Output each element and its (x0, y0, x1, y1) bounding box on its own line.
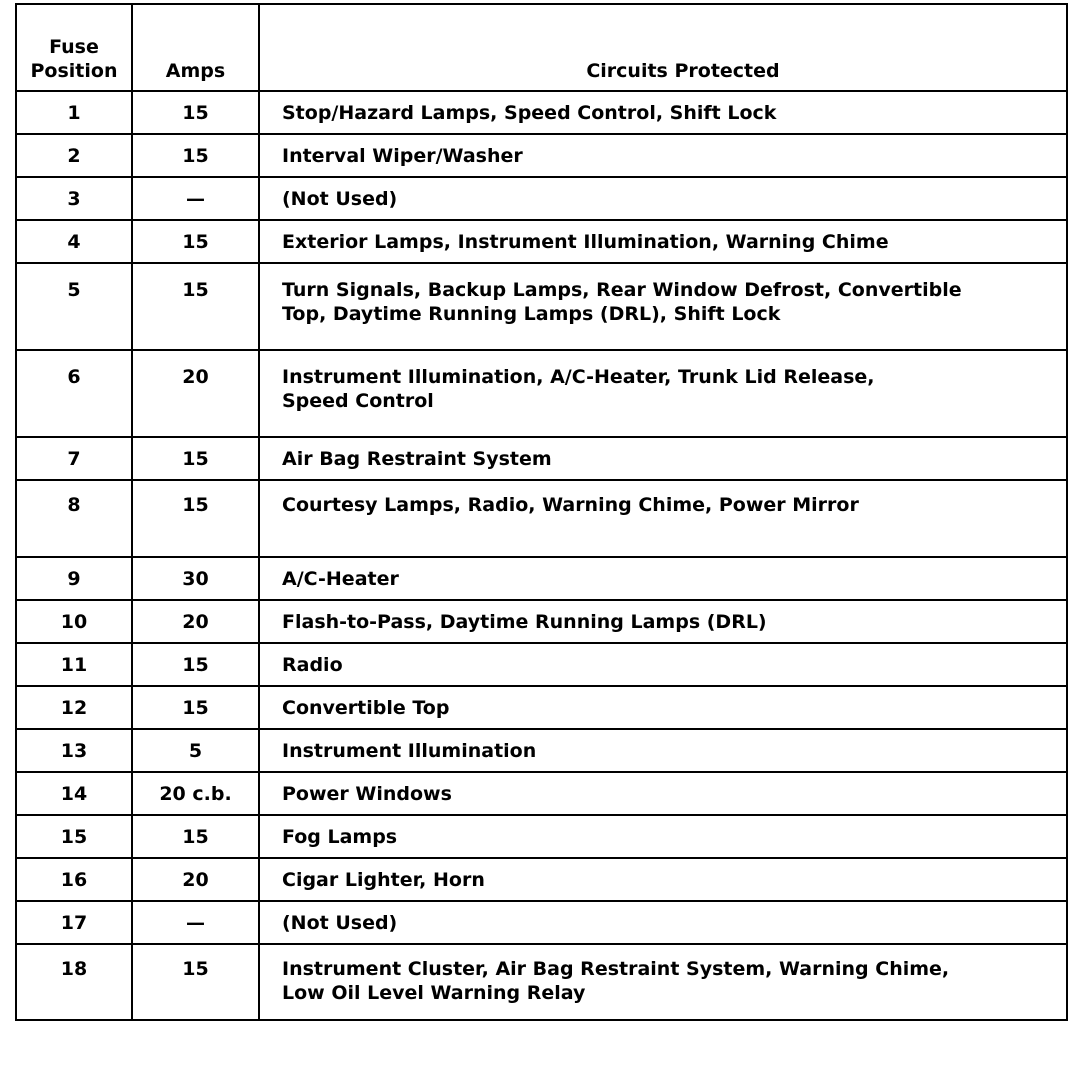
circuits-cell (259, 480, 1067, 557)
circuits-cell (259, 901, 1067, 944)
table-row (16, 643, 1067, 686)
circuits-cell (259, 643, 1067, 686)
fuse-position-cell: 8 (16, 480, 132, 557)
table-row (16, 901, 1067, 944)
circuits-line1: Stop/Hazard Lamps, Speed Control, Shift Lock (282, 101, 777, 124)
circuits-cell (259, 729, 1067, 772)
amps-cell: 20 (132, 600, 259, 643)
circuits-cell (259, 350, 1067, 437)
table-row (16, 350, 1067, 437)
amps-cell: — (132, 177, 259, 220)
circuits-line1: Air Bag Restraint System (282, 447, 552, 470)
fuse-position-cell: 11 (16, 643, 132, 686)
circuits-cell (259, 437, 1067, 480)
circuits-line1: Instrument Cluster, Air Bag Restraint System, Warning Chime, (282, 958, 950, 980)
fuse-position-cell: 5 (16, 263, 132, 350)
amps-cell: 15 (132, 944, 259, 1020)
table-row (16, 91, 1067, 134)
circuits-line1: Cigar Lighter, Horn (282, 868, 485, 891)
circuits-line1: Interval Wiper/Washer (282, 144, 523, 167)
circuits-line1: Courtesy Lamps, Radio, Warning Chime, Power Mirror (282, 494, 859, 516)
header-row (16, 4, 1067, 91)
circuits-line1: Turn Signals, Backup Lamps, Rear Window Defrost, Convertible (282, 279, 962, 301)
circuits-cell (259, 600, 1067, 643)
circuits-line2: Speed Control (282, 390, 434, 412)
table-row (16, 177, 1067, 220)
circuits-line1: Exterior Lamps, Instrument Illumination, Warning Chime (282, 230, 889, 253)
table-row (16, 220, 1067, 263)
table-body (16, 91, 1067, 1020)
circuits-cell (259, 686, 1067, 729)
amps-cell: 15 (132, 220, 259, 263)
circuits-line1: (Not Used) (282, 187, 398, 210)
amps-cell: 20 (132, 350, 259, 437)
table-row (16, 815, 1067, 858)
amps-cell: 15 (132, 263, 259, 350)
table-row (16, 263, 1067, 350)
circuits-line1: Radio (282, 653, 343, 676)
circuits-line2: Top, Daytime Running Lamps (DRL), Shift Lock (282, 303, 781, 325)
table-row (16, 134, 1067, 177)
table-row (16, 686, 1067, 729)
circuits-cell (259, 263, 1067, 350)
circuits-cell (259, 557, 1067, 600)
circuits-cell (259, 815, 1067, 858)
table-row (16, 944, 1067, 1020)
fuse-position-cell: 17 (16, 901, 132, 944)
fuse-position-cell: 7 (16, 437, 132, 480)
circuits-line1: (Not Used) (282, 911, 398, 934)
amps-cell: 15 (132, 480, 259, 557)
fuse-position-cell: 2 (16, 134, 132, 177)
fuse-position-cell: 3 (16, 177, 132, 220)
circuits-cell (259, 134, 1067, 177)
table-header (16, 4, 1067, 91)
circuits-line1: Instrument Illumination, A/C-Heater, Trunk Lid Release, (282, 366, 875, 388)
circuits-line1: Power Windows (282, 782, 452, 805)
fuse-table (15, 3, 1068, 1021)
amps-cell: — (132, 901, 259, 944)
fuse-position-cell: 10 (16, 600, 132, 643)
circuits-cell (259, 177, 1067, 220)
table-row (16, 480, 1067, 557)
fuse-position-cell: 12 (16, 686, 132, 729)
amps-cell: 15 (132, 134, 259, 177)
amps-cell: 15 (132, 91, 259, 134)
fuse-position-cell: 14 (16, 772, 132, 815)
circuits-line1: Convertible Top (282, 696, 450, 719)
header-fuse-position (16, 4, 132, 91)
table-row (16, 437, 1067, 480)
circuits-line1: Instrument Illumination (282, 739, 537, 762)
fuse-position-cell: 16 (16, 858, 132, 901)
amps-cell: 15 (132, 815, 259, 858)
amps-cell: 20 c.b. (132, 772, 259, 815)
amps-cell: 5 (132, 729, 259, 772)
circuits-line1: A/C-Heater (282, 567, 399, 590)
fuse-position-cell: 13 (16, 729, 132, 772)
fuse-position-cell: 6 (16, 350, 132, 437)
circuits-cell (259, 772, 1067, 815)
header-fuse-position-line2: Position (30, 60, 118, 82)
header-fuse-position-line1: Fuse (49, 36, 99, 58)
fuse-position-cell: 9 (16, 557, 132, 600)
fuse-position-cell: 4 (16, 220, 132, 263)
table-row (16, 600, 1067, 643)
table-row (16, 729, 1067, 772)
fuse-position-cell: 15 (16, 815, 132, 858)
table-row (16, 772, 1067, 815)
circuits-cell (259, 944, 1067, 1020)
circuits-cell (259, 220, 1067, 263)
circuits-cell (259, 858, 1067, 901)
table-row (16, 858, 1067, 901)
fuse-position-cell: 1 (16, 91, 132, 134)
amps-cell: 15 (132, 686, 259, 729)
amps-cell: 15 (132, 437, 259, 480)
fuse-position-cell: 18 (16, 944, 132, 1020)
header-amps: Amps (132, 4, 259, 91)
circuits-line2: Low Oil Level Warning Relay (282, 982, 586, 1004)
circuits-line1: Flash-to-Pass, Daytime Running Lamps (DRL) (282, 610, 767, 633)
amps-cell: 20 (132, 858, 259, 901)
amps-cell: 30 (132, 557, 259, 600)
table-row (16, 557, 1067, 600)
amps-cell: 15 (132, 643, 259, 686)
header-circuits-protected: Circuits Protected (259, 4, 1067, 91)
circuits-cell (259, 91, 1067, 134)
circuits-line1: Fog Lamps (282, 825, 398, 848)
